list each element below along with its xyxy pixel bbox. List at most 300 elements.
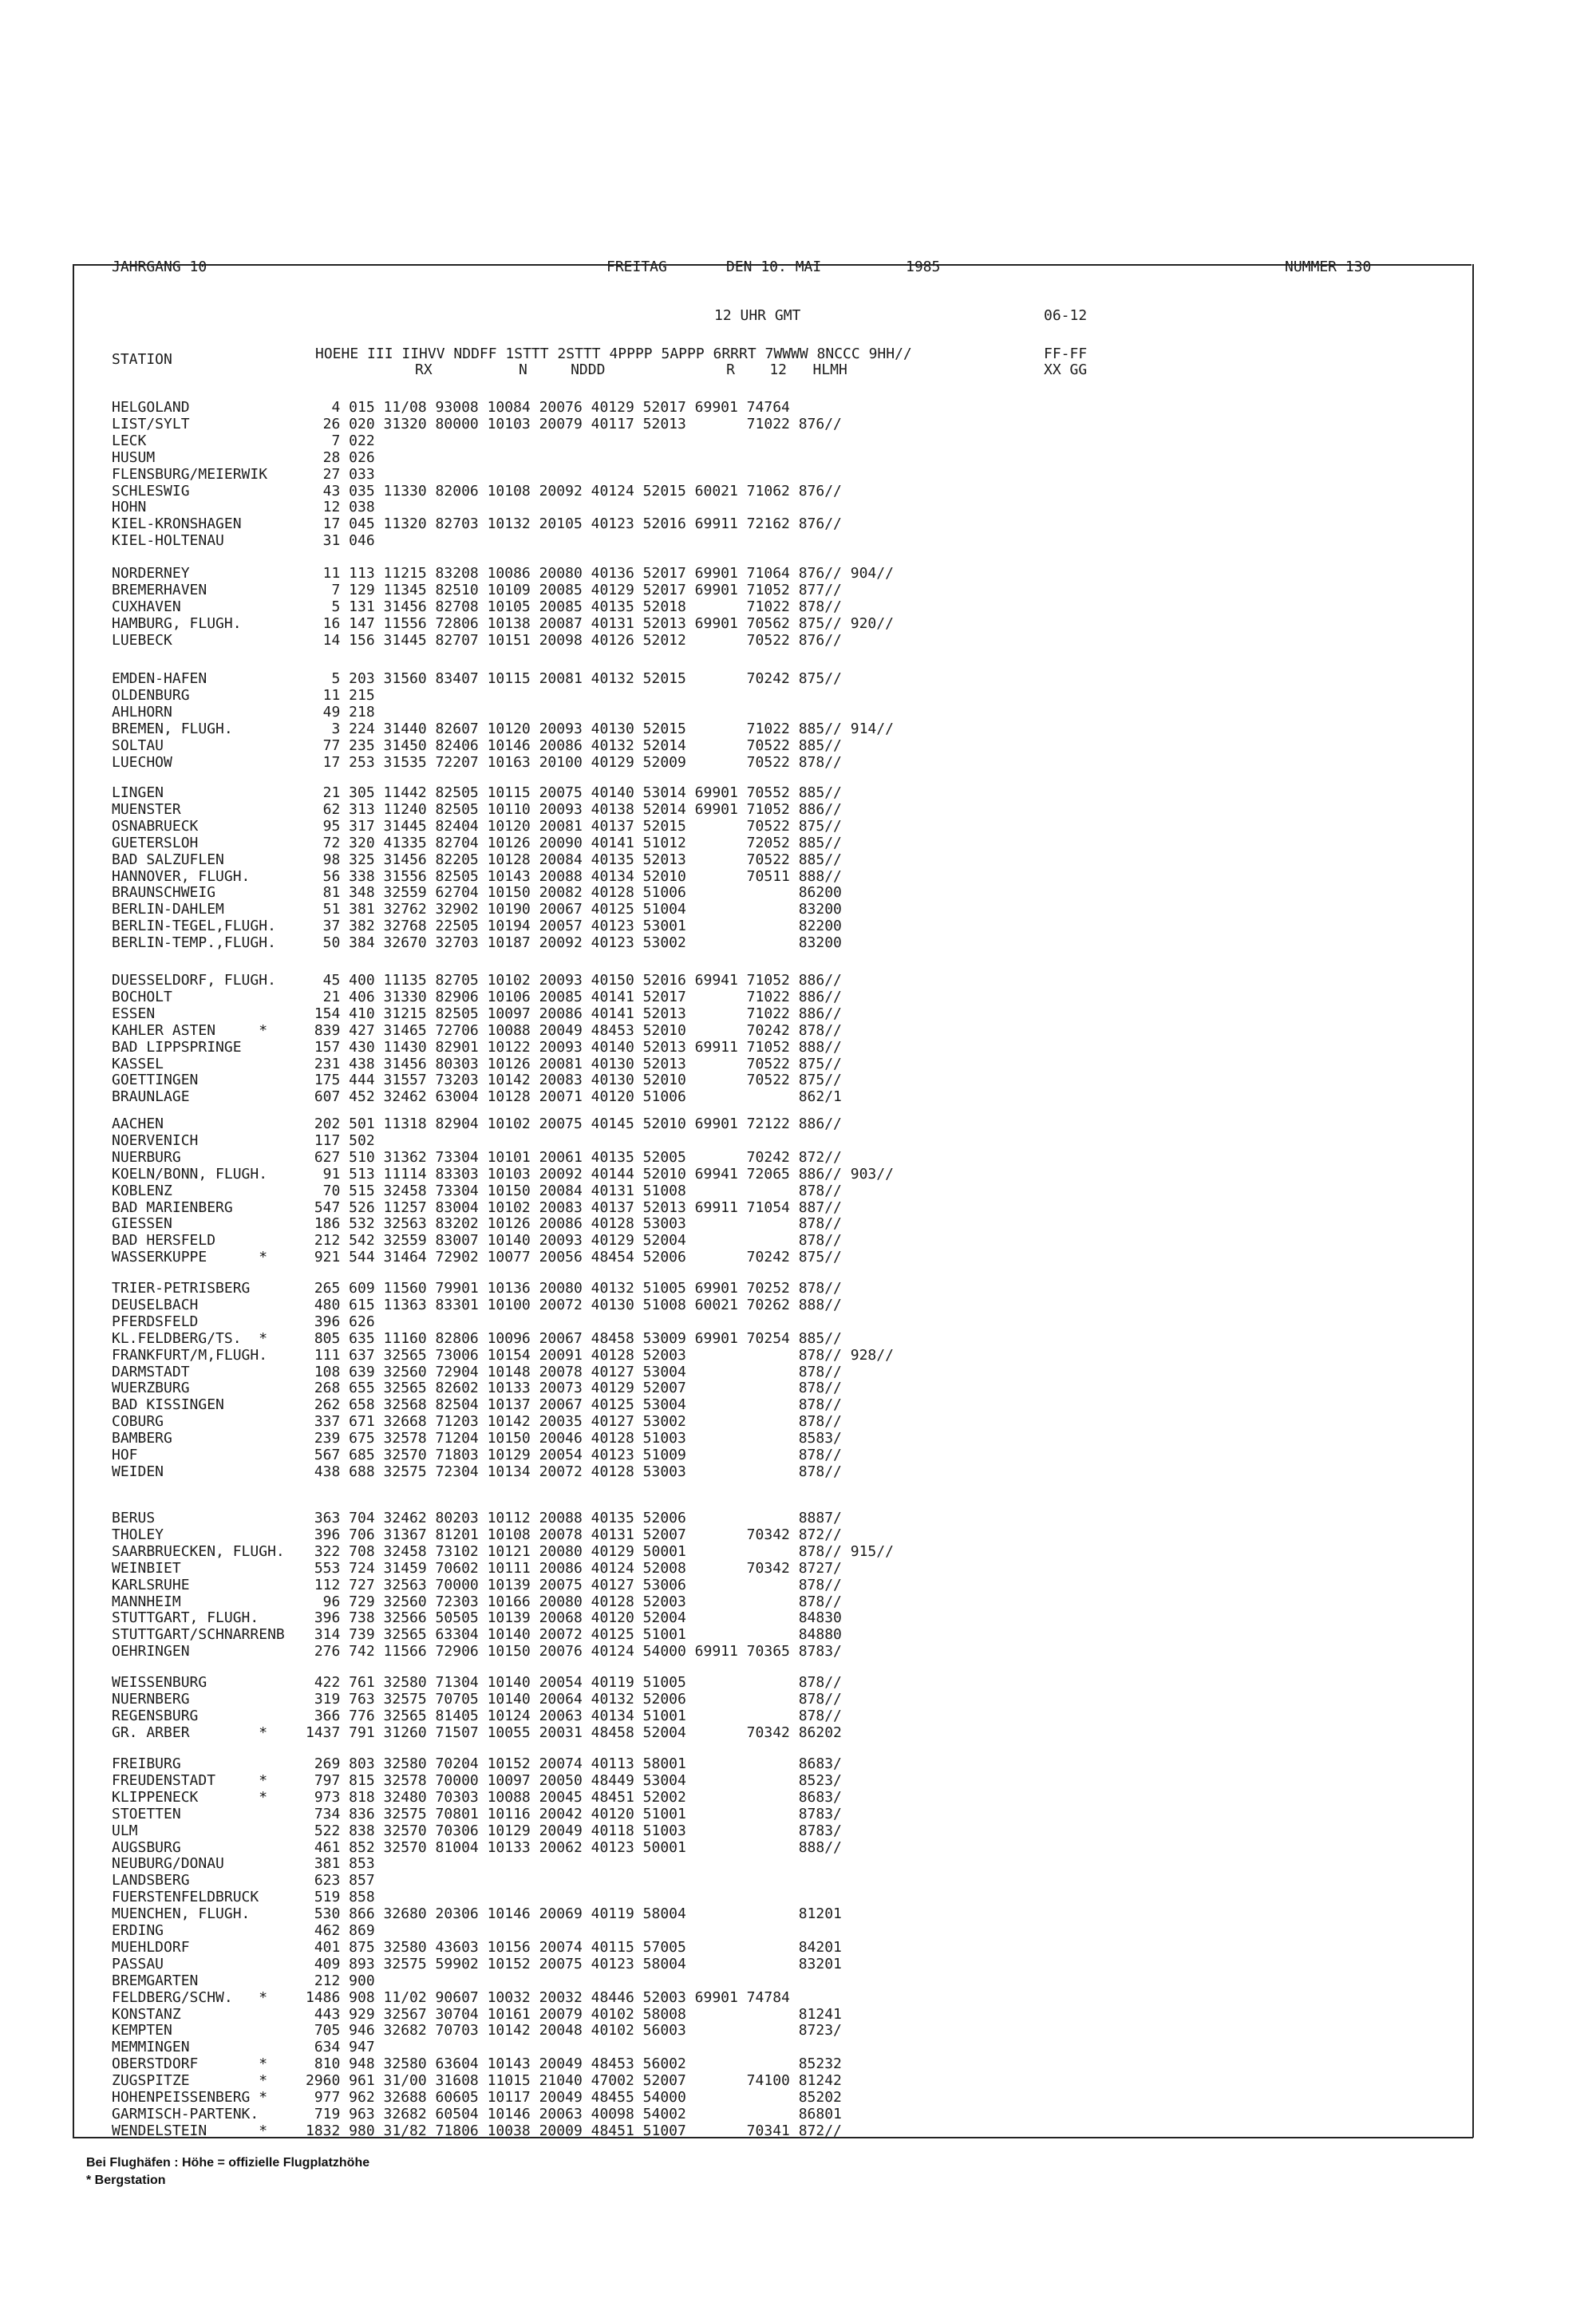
station-values: 212 900 xyxy=(306,1972,375,1989)
station-name: FELDBERG/SCHW. * xyxy=(112,1989,268,2006)
station-values: 480 615 11363 83301 10100 20072 40130 51008 60021 70262 888// xyxy=(306,1297,842,1313)
station-row xyxy=(0,2006,1436,2023)
station-name: HOF xyxy=(112,1447,138,1463)
station-values: 231 438 31456 80303 10126 20081 40130 52013 70522 875// xyxy=(306,1056,842,1072)
station-values: 627 510 31362 73304 10101 20061 40135 52005 70242 872// xyxy=(306,1149,842,1166)
station-row xyxy=(0,2106,1436,2122)
station-row xyxy=(0,1674,1436,1691)
station-name: HUSUM xyxy=(112,449,156,466)
station-values: 1832 980 31/82 71806 10038 20009 48451 51007 70341 872// xyxy=(306,2122,842,2139)
station-values: 21 305 11442 82505 10115 20075 40140 53014 69901 70552 885// xyxy=(306,784,842,801)
ff-column-subheader: XX GG xyxy=(1044,361,1088,378)
station-column-header: STATION xyxy=(112,351,172,368)
station-name: KASSEL xyxy=(112,1056,164,1072)
station-values: 719 963 32682 60504 10146 20063 40098 54002 86801 xyxy=(306,2106,842,2122)
station-name: WENDELSTEIN * xyxy=(112,2122,268,2139)
station-name: HELGOLAND xyxy=(112,399,190,416)
station-name: CUXHAVEN xyxy=(112,598,181,615)
station-name: ERDING xyxy=(112,1922,164,1939)
station-row xyxy=(0,432,1436,449)
station-row xyxy=(0,818,1436,835)
station-row xyxy=(0,1956,1436,1972)
station-name: AUGSBURG xyxy=(112,1839,181,1856)
station-values: 314 739 32565 63304 10140 20072 40125 51001 84880 xyxy=(306,1626,842,1643)
station-name: HOHENPEISSENBERG * xyxy=(112,2089,268,2106)
station-row xyxy=(0,1297,1436,1313)
station-values: 111 637 32565 73006 10154 20091 40128 52003 878// 928// xyxy=(306,1347,894,1364)
station-values: 7 129 11345 82510 10109 20085 40129 52017 69901 71052 877// xyxy=(306,582,842,598)
station-name: WEISSENBURG xyxy=(112,1674,207,1691)
station-row xyxy=(0,1166,1436,1183)
station-values: 72 320 41335 82704 10126 20090 40141 51012 72052 885// xyxy=(306,835,842,851)
station-row xyxy=(0,1806,1436,1822)
station-row xyxy=(0,615,1436,632)
station-name: TRIER-PETRISBERG xyxy=(112,1280,251,1297)
station-name: LINGEN xyxy=(112,784,164,801)
report-time: 12 UHR GMT xyxy=(714,307,801,324)
station-values: 977 962 32688 60605 10117 20049 48455 54000 85202 xyxy=(306,2089,842,2106)
station-name: STUTTGART/SCHNARRENB xyxy=(112,1626,285,1643)
station-values: 43 035 11330 82006 10108 20092 40124 52015 60021 71062 876// xyxy=(306,483,842,499)
station-name: MANNHEIM xyxy=(112,1593,181,1610)
station-values: 17 253 31535 72207 10163 20100 40129 52009 70522 878// xyxy=(306,754,842,771)
jahrgang-label: JAHRGANG 10 xyxy=(112,259,207,275)
station-values: 186 532 32563 83202 10126 20086 40128 53003 878// xyxy=(306,1215,842,1232)
time-range: 06-12 xyxy=(1044,307,1088,324)
station-name: LECK xyxy=(112,432,147,449)
station-row xyxy=(0,884,1436,901)
station-values: 623 857 xyxy=(306,1872,375,1889)
station-values: 553 724 31459 70602 10111 20086 40124 52008 70342 8727/ xyxy=(306,1560,842,1577)
station-row xyxy=(0,687,1436,704)
station-values: 973 818 32480 70303 10088 20045 48451 52002 8683/ xyxy=(306,1789,842,1806)
station-name: SAARBRUECKEN, FLUGH. xyxy=(112,1543,285,1560)
station-row xyxy=(0,1626,1436,1643)
station-row xyxy=(0,1691,1436,1708)
station-values: 462 869 xyxy=(306,1922,375,1939)
station-values: 4 015 11/08 93008 10084 20076 40129 52017 69901 74764 xyxy=(306,399,790,416)
station-row xyxy=(0,1543,1436,1560)
station-values: 27 033 xyxy=(306,466,375,483)
station-row xyxy=(0,1708,1436,1724)
station-row xyxy=(0,1149,1436,1166)
station-values: 14 156 31445 82707 10151 20098 40126 52012 70522 876// xyxy=(306,632,842,649)
station-values: 547 526 11257 83004 10102 20083 40137 52013 69911 71054 887// xyxy=(306,1199,842,1216)
station-values: 21 406 31330 82906 10106 20085 40141 52017 71022 886// xyxy=(306,989,842,1005)
station-row xyxy=(0,515,1436,532)
station-row xyxy=(0,934,1436,951)
station-row xyxy=(0,801,1436,818)
station-row xyxy=(0,1526,1436,1543)
station-row xyxy=(0,1039,1436,1056)
station-name: MEMMINGEN xyxy=(112,2039,190,2055)
station-values: 396 706 31367 81201 10108 20078 40131 52007 70342 872// xyxy=(306,1526,842,1543)
station-row xyxy=(0,1249,1436,1266)
station-row xyxy=(0,1643,1436,1660)
station-name: BAD MARIENBERG xyxy=(112,1199,233,1216)
station-name: BAMBERG xyxy=(112,1430,172,1447)
station-row xyxy=(0,1088,1436,1105)
station-name: DEUSELBACH xyxy=(112,1297,199,1313)
station-row xyxy=(0,399,1436,416)
station-row xyxy=(0,2022,1436,2039)
station-name: PFERDSFELD xyxy=(112,1313,199,1330)
station-name: DARMSTADT xyxy=(112,1364,190,1380)
station-row xyxy=(0,1772,1436,1789)
station-values: 363 704 32462 80203 10112 20088 40135 52006 8887/ xyxy=(306,1510,842,1526)
station-row xyxy=(0,1577,1436,1593)
station-name: LUEBECK xyxy=(112,632,172,649)
station-row xyxy=(0,1889,1436,1905)
station-values: 77 235 31450 82406 10146 20086 40132 52014 70522 885// xyxy=(306,737,842,754)
station-values: 276 742 11566 72906 10150 20076 40124 54000 69911 70365 8783/ xyxy=(306,1643,842,1660)
station-name: KOBLENZ xyxy=(112,1183,172,1199)
station-values: 7 022 xyxy=(306,432,375,449)
station-row xyxy=(0,704,1436,721)
station-row xyxy=(0,1855,1436,1872)
station-values: 112 727 32563 70000 10139 20075 40127 53006 878// xyxy=(306,1577,842,1593)
station-values: 268 655 32565 82602 10133 20073 40129 52007 878// xyxy=(306,1380,842,1396)
station-values: 607 452 32462 63004 10128 20071 40120 51006 862/1 xyxy=(306,1088,842,1105)
station-row xyxy=(0,2055,1436,2072)
station-values: 81 348 32559 62704 10150 20082 40128 51006 86200 xyxy=(306,884,842,901)
station-values: 734 836 32575 70801 10116 20042 40120 51001 8783/ xyxy=(306,1806,842,1822)
station-name: GR. ARBER * xyxy=(112,1724,268,1741)
station-values: 337 671 32668 71203 10142 20035 40127 53002 878// xyxy=(306,1413,842,1430)
station-values: 95 317 31445 82404 10120 20081 40137 52015 70522 875// xyxy=(306,818,842,835)
station-row xyxy=(0,1560,1436,1577)
station-values: 634 947 xyxy=(306,2039,375,2055)
station-row xyxy=(0,989,1436,1005)
station-row xyxy=(0,565,1436,582)
station-name: THOLEY xyxy=(112,1526,164,1543)
station-values: 810 948 32580 63604 10143 20049 48453 56002 85232 xyxy=(306,2055,842,2072)
station-values: 96 729 32560 72303 10166 20080 40128 52003 878// xyxy=(306,1593,842,1610)
station-name: NORDERNEY xyxy=(112,565,190,582)
station-name: BAD HERSFELD xyxy=(112,1232,216,1249)
station-row xyxy=(0,1989,1436,2006)
station-name: WASSERKUPPE * xyxy=(112,1249,268,1266)
station-values: 921 544 31464 72902 10077 20056 48454 52006 70242 875// xyxy=(306,1249,842,1266)
ff-column-header: FF-FF xyxy=(1044,345,1088,362)
station-row xyxy=(0,1755,1436,1772)
station-name: KLIPPENECK * xyxy=(112,1789,268,1806)
date-label: DEN 10. MAI xyxy=(726,259,822,275)
station-name: SOLTAU xyxy=(112,737,164,754)
station-values: 45 400 11135 82705 10102 20093 40150 52016 69941 71052 886// xyxy=(306,972,842,989)
station-values: 11 215 xyxy=(306,687,375,704)
station-row xyxy=(0,1593,1436,1610)
station-values: 117 502 xyxy=(306,1132,375,1149)
station-row xyxy=(0,598,1436,615)
station-name: OSNABRUECK xyxy=(112,818,199,835)
station-name: REGENSBURG xyxy=(112,1708,199,1724)
station-row xyxy=(0,1115,1436,1132)
station-values: 366 776 32565 81405 10124 20063 40134 51001 878// xyxy=(306,1708,842,1724)
station-name: ULM xyxy=(112,1822,138,1839)
station-name: GARMISCH-PARTENK. xyxy=(112,2106,259,2122)
station-name: BERLIN-DAHLEM xyxy=(112,901,224,918)
station-name: BREMERHAVEN xyxy=(112,582,207,598)
station-name: BRAUNSCHWEIG xyxy=(112,884,216,901)
station-values: 461 852 32570 81004 10133 20062 40123 50001 888// xyxy=(306,1839,842,1856)
station-row xyxy=(0,901,1436,918)
station-values: 409 893 32575 59902 10152 20075 40123 58004 83201 xyxy=(306,1956,842,1972)
station-name: LIST/SYLT xyxy=(112,416,190,432)
station-row xyxy=(0,1132,1436,1149)
station-name: BAD LIPPSPRINGE xyxy=(112,1039,242,1056)
station-name: BAD SALZUFLEN xyxy=(112,851,224,868)
station-name: FREIBURG xyxy=(112,1755,181,1772)
station-row xyxy=(0,754,1436,771)
station-name: HAMBURG, FLUGH. xyxy=(112,615,242,632)
year-label: 1985 xyxy=(906,259,941,275)
station-name: WUERZBURG xyxy=(112,1380,190,1396)
station-row xyxy=(0,2122,1436,2139)
station-values: 16 147 11556 72806 10138 20087 40131 52013 69901 70562 875// 920// xyxy=(306,615,894,632)
station-name: BERLIN-TEMP.,FLUGH. xyxy=(112,934,276,951)
station-values: 3 224 31440 82607 10120 20093 40130 52015 71022 885// 914// xyxy=(306,721,894,737)
station-values: 422 761 32580 71304 10140 20054 40119 51005 878// xyxy=(306,1674,842,1691)
station-name: KOELN/BONN, FLUGH. xyxy=(112,1166,268,1183)
station-values: 262 658 32568 82504 10137 20067 40125 53004 878// xyxy=(306,1396,842,1413)
station-name: EMDEN-HAFEN xyxy=(112,670,207,687)
station-values: 17 045 11320 82703 10132 20105 40123 52016 69911 72162 876// xyxy=(306,515,842,532)
station-values: 51 381 32762 32902 10190 20067 40125 51004 83200 xyxy=(306,901,842,918)
station-values: 5 203 31560 83407 10115 20081 40132 52015 70242 875// xyxy=(306,670,842,687)
station-values: 11 113 11215 83208 10086 20080 40136 52017 69901 71064 876// 904// xyxy=(306,565,894,582)
station-row xyxy=(0,721,1436,737)
station-row xyxy=(0,449,1436,466)
station-name: STOETTEN xyxy=(112,1806,181,1822)
station-values: 91 513 11114 83303 10103 20092 40144 52010 69941 72065 886// 903// xyxy=(306,1166,894,1183)
station-values: 175 444 31557 73203 10142 20083 40130 52010 70522 875// xyxy=(306,1072,842,1088)
station-name: FUERSTENFELDBRUCK xyxy=(112,1889,259,1905)
station-name: NOERVENICH xyxy=(112,1132,199,1149)
station-name: NUERNBERG xyxy=(112,1691,190,1708)
station-values: 322 708 32458 73102 10121 20080 40129 50001 878// 915// xyxy=(306,1543,894,1560)
station-row xyxy=(0,1724,1436,1741)
station-name: ESSEN xyxy=(112,1005,156,1022)
station-name: KAHLER ASTEN * xyxy=(112,1022,268,1039)
station-row xyxy=(0,1463,1436,1480)
station-name: MUENCHEN, FLUGH. xyxy=(112,1905,251,1922)
footnote-mountain-station: * Bergstation xyxy=(86,2174,166,2187)
station-name: DUESSELDORF, FLUGH. xyxy=(112,972,276,989)
station-values: 202 501 11318 82904 10102 20075 40145 52010 69901 72122 886// xyxy=(306,1115,842,1132)
station-row xyxy=(0,1822,1436,1839)
station-values: 519 858 xyxy=(306,1889,375,1905)
station-name: BREMGARTEN xyxy=(112,1972,199,1989)
station-row xyxy=(0,1232,1436,1249)
station-values: 56 338 31556 82505 10143 20088 40134 52010 70511 888// xyxy=(306,868,842,885)
station-name: OEHRINGEN xyxy=(112,1643,190,1660)
station-name: WEIDEN xyxy=(112,1463,164,1480)
station-values: 265 609 11560 79901 10136 20080 40132 51005 69901 70252 878// xyxy=(306,1280,842,1297)
station-values: 530 866 32680 20306 10146 20069 40119 58004 81201 xyxy=(306,1905,842,1922)
station-row xyxy=(0,1347,1436,1364)
station-values: 438 688 32575 72304 10134 20072 40128 53003 878// xyxy=(306,1463,842,1480)
station-name: HANNOVER, FLUGH. xyxy=(112,868,251,885)
station-name: KL.FELDBERG/TS. * xyxy=(112,1330,268,1347)
station-name: AACHEN xyxy=(112,1115,164,1132)
station-name: COBURG xyxy=(112,1413,164,1430)
issue-number: NUMMER 130 xyxy=(1285,259,1372,275)
station-name: BERUS xyxy=(112,1510,156,1526)
station-values: 396 738 32566 50505 10139 20068 40120 52004 84830 xyxy=(306,1609,842,1626)
station-name: PASSAU xyxy=(112,1956,164,1972)
station-row xyxy=(0,2072,1436,2089)
station-row xyxy=(0,1022,1436,1039)
station-name: WEINBIET xyxy=(112,1560,181,1577)
station-row xyxy=(0,784,1436,801)
station-values: 839 427 31465 72706 10088 20049 48453 52010 70242 878// xyxy=(306,1022,842,1039)
station-name: BAD KISSINGEN xyxy=(112,1396,224,1413)
code-column-subheaders: RX N NDDD R 12 HLMH xyxy=(415,361,847,378)
station-values: 157 430 11430 82901 10122 20093 40140 52013 69911 71052 888// xyxy=(306,1039,842,1056)
station-name: KARLSRUHE xyxy=(112,1577,190,1593)
station-values: 70 515 32458 73304 10150 20084 40131 51008 878// xyxy=(306,1183,842,1199)
code-column-headers: HOEHE III IIHVV NDDFF 1STTT 2STTT 4PPPP 5APPP 6RRRT 7WWWW 8NCCC 9HH// xyxy=(315,345,912,362)
station-row xyxy=(0,2089,1436,2106)
station-row xyxy=(0,582,1436,598)
station-row xyxy=(0,670,1436,687)
station-name: MUENSTER xyxy=(112,801,181,818)
station-row xyxy=(0,1199,1436,1216)
station-values: 567 685 32570 71803 10129 20054 40123 51009 878// xyxy=(306,1447,842,1463)
station-name: ZUGSPITZE * xyxy=(112,2072,268,2089)
station-row xyxy=(0,2039,1436,2055)
station-row xyxy=(0,1072,1436,1088)
station-name: OBERSTDORF * xyxy=(112,2055,268,2072)
station-name: FRANKFURT/M,FLUGH. xyxy=(112,1347,268,1364)
station-values: 26 020 31320 80000 10103 20079 40117 52013 71022 876// xyxy=(306,416,842,432)
station-row xyxy=(0,918,1436,934)
station-row xyxy=(0,1922,1436,1939)
station-values: 381 853 xyxy=(306,1855,375,1872)
station-name: BERLIN-TEGEL,FLUGH. xyxy=(112,918,276,934)
station-values: 401 875 32580 43603 10156 20074 40115 57005 84201 xyxy=(306,1939,842,1956)
station-row xyxy=(0,499,1436,515)
station-name: LANDSBERG xyxy=(112,1872,190,1889)
station-row xyxy=(0,1939,1436,1956)
station-row xyxy=(0,868,1436,885)
station-name: LUECHOW xyxy=(112,754,172,771)
station-row xyxy=(0,1005,1436,1022)
station-row xyxy=(0,1609,1436,1626)
station-row xyxy=(0,1413,1436,1430)
station-name: NUERBURG xyxy=(112,1149,181,1166)
station-name: FREUDENSTADT * xyxy=(112,1772,268,1789)
station-row xyxy=(0,1183,1436,1199)
station-name: KEMPTEN xyxy=(112,2022,172,2039)
station-name: GIESSEN xyxy=(112,1215,172,1232)
station-values: 98 325 31456 82205 10128 20084 40135 52013 70522 885// xyxy=(306,851,842,868)
station-row xyxy=(0,466,1436,483)
station-values: 522 838 32570 70306 10129 20049 40118 51003 8783/ xyxy=(306,1822,842,1839)
station-name: AHLHORN xyxy=(112,704,172,721)
station-row xyxy=(0,972,1436,989)
station-name: KONSTANZ xyxy=(112,2006,181,2023)
station-values: 705 946 32682 70703 10142 20048 40102 56003 8723/ xyxy=(306,2022,842,2039)
station-values: 319 763 32575 70705 10140 20064 40132 52006 878// xyxy=(306,1691,842,1708)
station-row xyxy=(0,851,1436,868)
station-values: 805 635 11160 82806 10096 20067 48458 53009 69901 70254 885// xyxy=(306,1330,842,1347)
station-values: 49 218 xyxy=(306,704,375,721)
station-name: OLDENBURG xyxy=(112,687,190,704)
station-name: GOETTINGEN xyxy=(112,1072,199,1088)
station-name: BOCHOLT xyxy=(112,989,172,1005)
station-row xyxy=(0,737,1436,754)
station-values: 37 382 32768 22505 10194 20057 40123 53001 82200 xyxy=(306,918,842,934)
station-row xyxy=(0,1364,1436,1380)
station-row xyxy=(0,1056,1436,1072)
station-row xyxy=(0,532,1436,549)
station-values: 50 384 32670 32703 10187 20092 40123 53002 83200 xyxy=(306,934,842,951)
station-row xyxy=(0,1396,1436,1413)
station-name: MUEHLDORF xyxy=(112,1939,190,1956)
station-values: 62 313 11240 82505 10110 20093 40138 52014 69901 71052 886// xyxy=(306,801,842,818)
station-row xyxy=(0,1215,1436,1232)
station-name: BRAUNLAGE xyxy=(112,1088,190,1105)
station-row xyxy=(0,1447,1436,1463)
station-row xyxy=(0,416,1436,432)
station-name: KIEL-HOLTENAU xyxy=(112,532,224,549)
station-values: 212 542 32559 83007 10140 20093 40129 52004 878// xyxy=(306,1232,842,1249)
station-values: 108 639 32560 72904 10148 20078 40127 53004 878// xyxy=(306,1364,842,1380)
station-row xyxy=(0,835,1436,851)
station-row xyxy=(0,1510,1436,1526)
station-values: 443 929 32567 30704 10161 20079 40102 58008 81241 xyxy=(306,2006,842,2023)
station-row xyxy=(0,1872,1436,1889)
station-row xyxy=(0,632,1436,649)
station-name: GUETERSLOH xyxy=(112,835,199,851)
station-name: KIEL-KRONSHAGEN xyxy=(112,515,242,532)
station-values: 154 410 31215 82505 10097 20086 40141 52013 71022 886// xyxy=(306,1005,842,1022)
right-frame-rule xyxy=(1472,264,1474,2138)
station-row xyxy=(0,1789,1436,1806)
station-row xyxy=(0,1313,1436,1330)
station-row xyxy=(0,1380,1436,1396)
station-row xyxy=(0,1905,1436,1922)
station-values: 31 046 xyxy=(306,532,375,549)
footnote-airport: Bei Flughäfen : Höhe = offizielle Flugplatzhöhe xyxy=(86,2156,370,2170)
station-row xyxy=(0,483,1436,499)
station-name: NEUBURG/DONAU xyxy=(112,1855,224,1872)
station-values: 239 675 32578 71204 10150 20046 40128 51003 8583/ xyxy=(306,1430,842,1447)
station-row xyxy=(0,1430,1436,1447)
station-name: HOHN xyxy=(112,499,147,515)
station-row xyxy=(0,1839,1436,1856)
station-values: 5 131 31456 82708 10105 20085 40135 52018 71022 878// xyxy=(306,598,842,615)
station-row xyxy=(0,1280,1436,1297)
station-values: 28 026 xyxy=(306,449,375,466)
station-values: 1437 791 31260 71507 10055 20031 48458 52004 70342 86202 xyxy=(306,1724,842,1741)
station-values: 269 803 32580 70204 10152 20074 40113 58001 8683/ xyxy=(306,1755,842,1772)
station-name: SCHLESWIG xyxy=(112,483,190,499)
station-row xyxy=(0,1972,1436,1989)
station-values: 12 038 xyxy=(306,499,375,515)
station-values: 396 626 xyxy=(306,1313,375,1330)
station-name: BREMEN, FLUGH. xyxy=(112,721,233,737)
station-row xyxy=(0,1330,1436,1347)
station-values: 797 815 32578 70000 10097 20050 48449 53004 8523/ xyxy=(306,1772,842,1789)
station-values: 2960 961 31/00 31608 11015 21040 47002 52007 74100 81242 xyxy=(306,2072,842,2089)
station-name: STUTTGART, FLUGH. xyxy=(112,1609,259,1626)
weekday-label: FREITAG xyxy=(606,259,667,275)
station-values: 1486 908 11/02 90607 10032 20032 48446 52003 69901 74784 xyxy=(306,1989,790,2006)
station-name: FLENSBURG/MEIERWIK xyxy=(112,466,268,483)
